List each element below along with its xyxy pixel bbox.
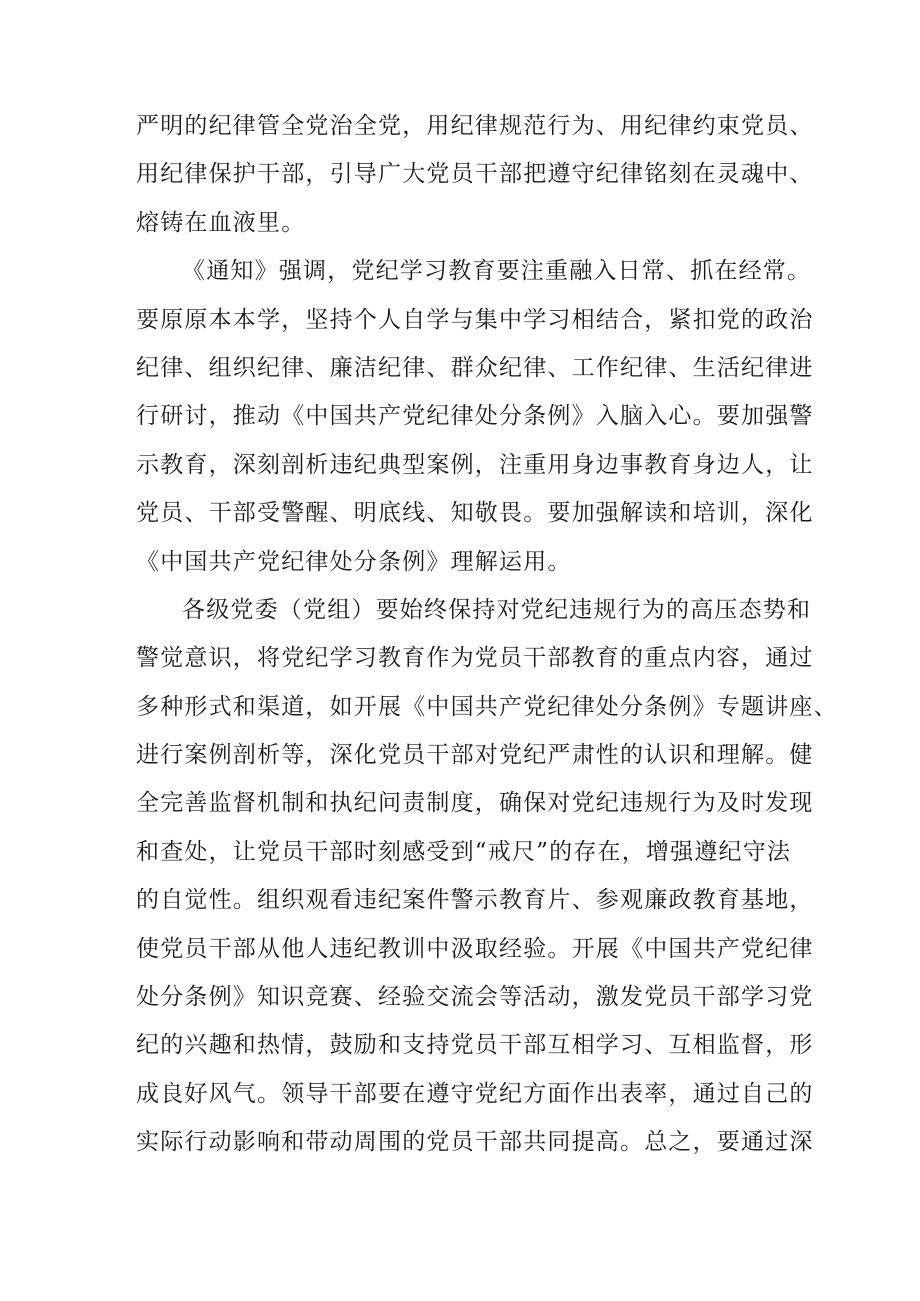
paragraph-1-line-1: 严明的纪律管全党治全党，用纪律规范行为、用纪律约束党员、 <box>136 113 814 139</box>
paragraph-3-line-11: 成良好风气。领导干部要在遵守党纪方面作出表率，通过自己的 <box>136 1080 814 1107</box>
paragraph-3-line-9: 处分条例》知识竞赛、经验交流会等活动，激发党员干部学习党 <box>136 984 814 1011</box>
paragraph-3-line-12: 实际行动影响和带动周围的党员干部共同提高。总之，要通过深 <box>136 1129 814 1156</box>
paragraph-3-line-10: 纪的兴趣和热情，鼓励和支持党员干部互相学习、互相监督，形 <box>136 1032 814 1059</box>
paragraph-1-line-2: 用纪律保护干部，引导广大党员干部把遵守纪律铭刻在灵魂中、 <box>136 161 814 188</box>
paragraph-2-line-6: 党员、干部受警醒、明底线、知敬畏。要加强解读和培训，深化 <box>136 500 814 527</box>
paragraph-2-line-3: 纪律、组织纪律、廉洁纪律、群众纪律、工作纪律、生活纪律进 <box>136 354 814 381</box>
paragraph-2-line-2: 要原原本本学，坚持个人自学与集中学习相结合，紧扣党的政治 <box>136 306 814 333</box>
paragraph-3-line-5: 全完善监督机制和执纪问责制度，确保对党纪违规行为及时发现 <box>136 790 814 817</box>
paragraph-3-line-4: 进行案例剖析等，深化党员干部对党纪严肃性的认识和理解。健 <box>136 742 814 769</box>
paragraph-2-line-5: 示教育，深刻剖析违纪典型案例，注重用身边事教育身边人，让 <box>136 451 814 478</box>
paragraph-3-line-1: 各级党委（党组）要始终保持对党纪违规行为的高压态势和 <box>182 596 812 623</box>
paragraph-3-line-3: 多种形式和渠道，如开展《中国共产党纪律处分条例》专题讲座、 <box>136 693 838 720</box>
paragraph-2-line-1: 《通知》强调，党纪学习教育要注重融入日常、抓在经常。 <box>182 258 812 285</box>
paragraph-2-line-7: 《中国共产党纪律处分条例》理解运用。 <box>136 548 572 575</box>
paragraph-1-line-3: 熔铸在血液里。 <box>136 209 306 236</box>
paragraph-3-line-8: 使党员干部从他人违纪教训中汲取经验。开展《中国共产党纪律 <box>136 935 814 962</box>
paragraph-3-line-2: 警觉意识，将党纪学习教育作为党员干部教育的重点内容，通过 <box>136 645 814 672</box>
paragraph-2-line-4: 行研讨，推动《中国共产党纪律处分条例》入脑入心。要加强警 <box>136 403 814 430</box>
document-body <box>136 102 838 1167</box>
paragraph-3-line-6: 和查处，让党员干部时刻感受到“戒尺”的存在，增强遵纪守法 <box>136 838 792 865</box>
paragraph-3-line-7: 的自觉性。组织观看违纪案件警示教育片、参观廉政教育基地， <box>136 887 814 914</box>
